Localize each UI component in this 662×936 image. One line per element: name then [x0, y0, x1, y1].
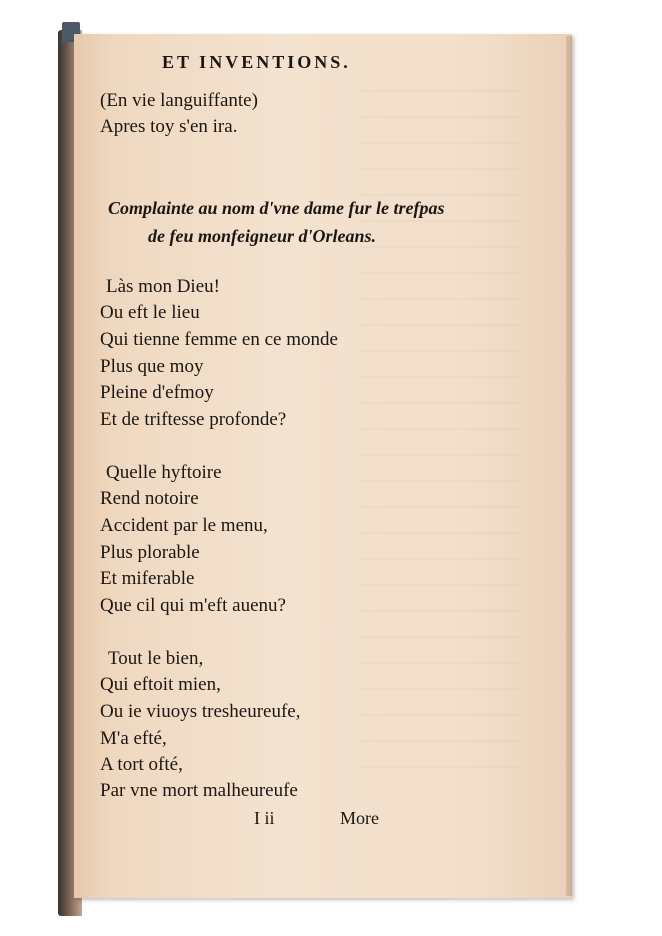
verse-line: Làs mon Dieu!	[106, 276, 220, 297]
catchword: More	[340, 808, 379, 828]
verse-line: Rend notoire	[100, 488, 199, 509]
page-edge	[566, 36, 572, 896]
epigraph-line: Apres toy s'en ira.	[100, 116, 238, 137]
show-through	[360, 90, 520, 770]
epigraph-line: (En vie languiffante)	[100, 90, 258, 111]
verse-line: Qui tienne femme en ce monde	[100, 329, 338, 350]
verse-line: Ou eft le lieu	[100, 302, 200, 323]
signature-mark: I ii	[254, 808, 275, 828]
verse-line: Que cil qui m'eft auenu?	[100, 595, 286, 616]
verse-line: A tort ofté,	[100, 754, 183, 775]
running-header: ET INVENTIONS.	[162, 52, 351, 72]
verse-line: Plus plorable	[100, 542, 200, 563]
verse-line: Par vne mort malheureufe	[100, 780, 298, 801]
verse-line: Et de triftesse profonde?	[100, 409, 287, 430]
verse-line: Plus que moy	[100, 356, 204, 377]
verse-line: M'a efté,	[100, 728, 167, 749]
poem-title-line: Complainte au nom d'vne dame fur le trefpas	[108, 198, 445, 218]
verse-line: Accident par le menu,	[100, 515, 268, 536]
verse-line: Et miferable	[100, 568, 195, 589]
verse-line: Ou ie viuoys tresheureufe,	[100, 701, 301, 722]
verse-line: Pleine d'efmoy	[100, 382, 214, 403]
verse-line: Tout le bien,	[108, 648, 204, 669]
poem-title-line: de feu monfeigneur d'Orleans.	[148, 226, 377, 246]
verse-line: Qui eftoit mien,	[100, 674, 221, 695]
verse-line: Quelle hyftoire	[106, 462, 222, 483]
